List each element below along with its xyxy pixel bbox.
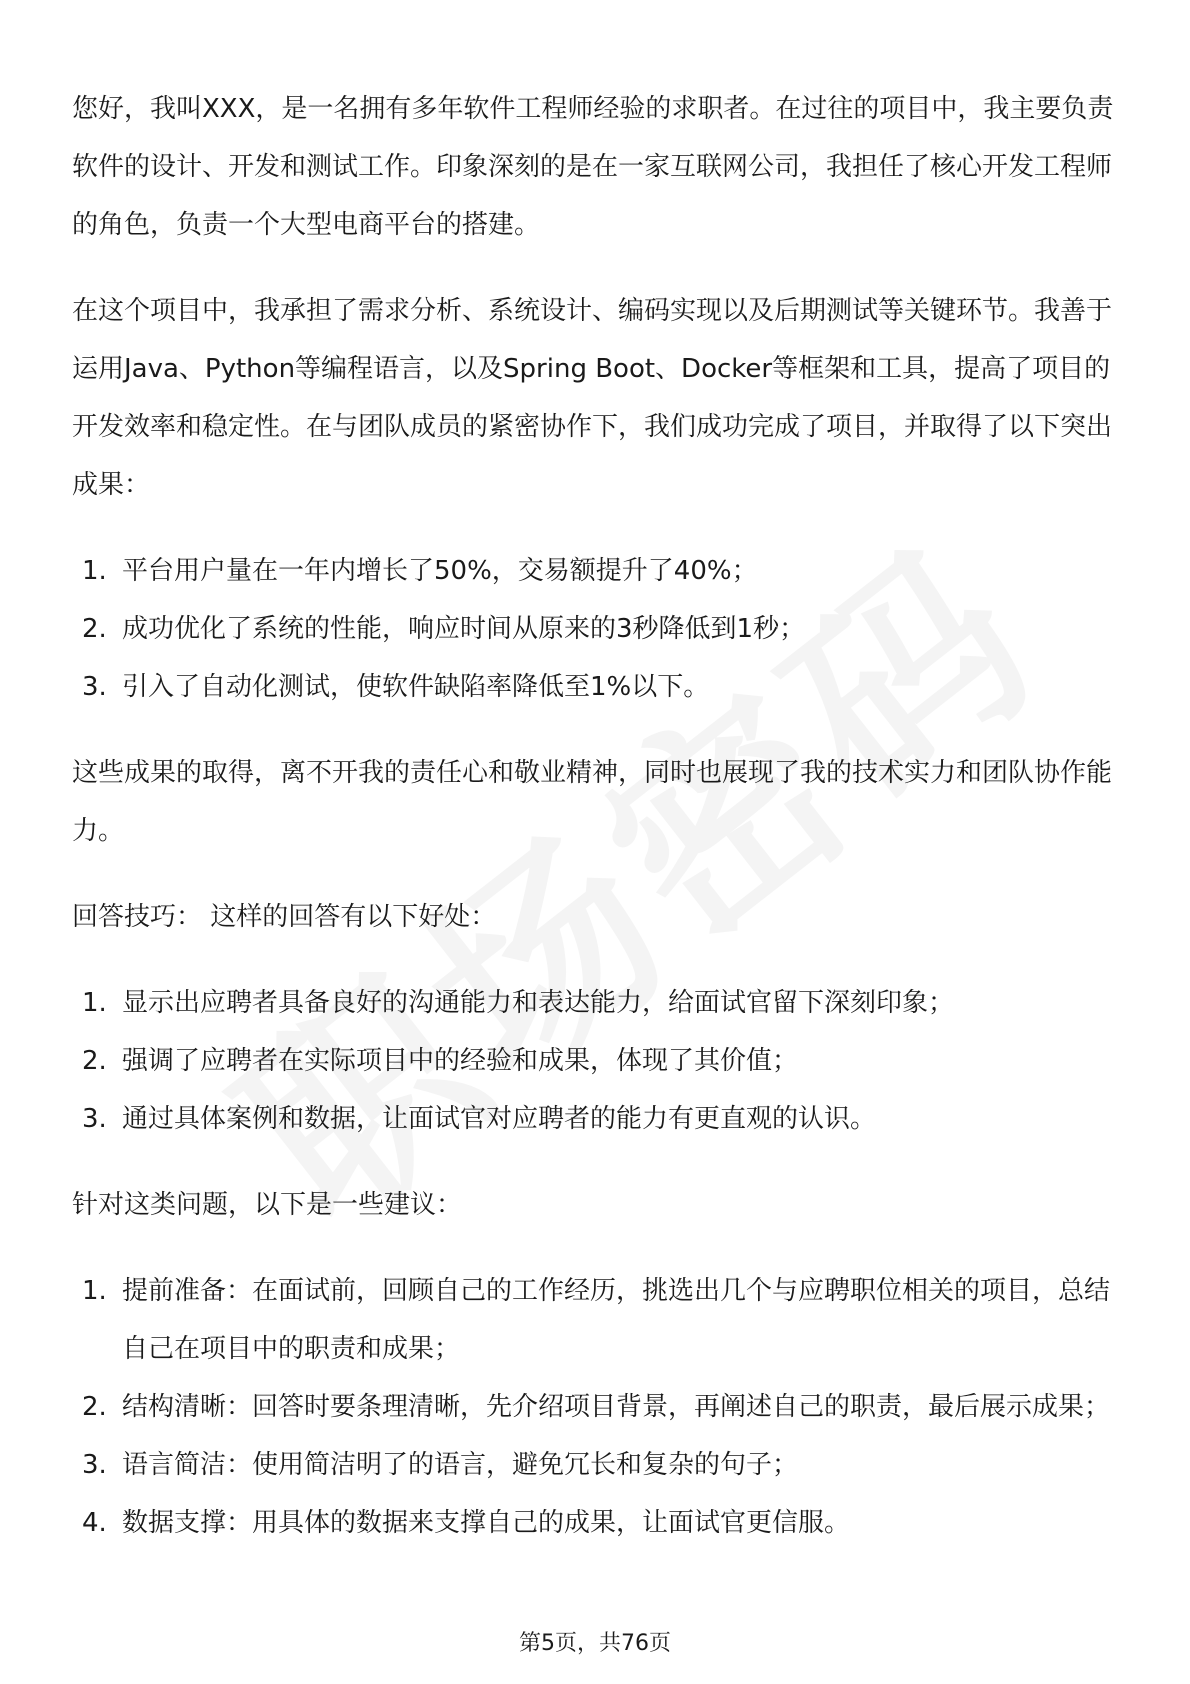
- list-text: 数据支撑：用具体的数据来支撑自己的成果，让面试官更信服。: [122, 1508, 851, 1538]
- list-item: [72, 1436, 1118, 1494]
- list-number: 1.: [82, 556, 107, 586]
- list-item: [72, 974, 1118, 1032]
- list-number: 3.: [82, 1104, 107, 1134]
- list-item: [72, 600, 1118, 658]
- list-text: 显示出应聘者具备良好的沟通能力和表达能力，给面试官留下深刻印象；: [122, 988, 955, 1018]
- list-number: 4.: [82, 1508, 107, 1538]
- list-number: 2.: [82, 1046, 107, 1076]
- list-text: 语言简洁：使用简洁明了的语言，避免冗长和复杂的句子；: [122, 1450, 799, 1480]
- list-number: 1.: [82, 988, 107, 1018]
- tips-list: [72, 974, 1118, 1148]
- list-item: [72, 542, 1118, 600]
- list-number: 2.: [82, 614, 107, 644]
- list-item: [72, 1090, 1118, 1148]
- list-number: 3.: [82, 1450, 107, 1480]
- list-item: [72, 1032, 1118, 1090]
- list-item: [72, 1262, 1118, 1378]
- list-item: [72, 1378, 1118, 1436]
- list-text: 成功优化了系统的性能，响应时间从原来的3秒降低到1秒；: [122, 614, 806, 644]
- list-text: 通过具体案例和数据，让面试官对应聘者的能力有更直观的认识。: [122, 1104, 877, 1134]
- list-number: 1.: [82, 1276, 107, 1306]
- list-item: [72, 658, 1118, 716]
- list-text: 提前准备：在面试前，回顾自己的工作经历，挑选出几个与应聘职位相关的项目，总结自己在项目中的职责和成果；: [122, 1276, 1111, 1364]
- page-content: [72, 80, 1118, 1580]
- page-number-footer: 第5页，共76页: [519, 1631, 671, 1656]
- list-number: 2.: [82, 1392, 107, 1422]
- list-text: 结构清晰：回答时要条理清晰，先介绍项目背景，再阐述自己的职责，最后展示成果；: [122, 1392, 1111, 1422]
- intro-paragraph-1: 您好，我叫XXX，是一名拥有多年软件工程师经验的求职者。在过往的项目中，我主要负责软件的设计、开发和测试工作。印象深刻的是在一家互联网公司，我担任了核心开发工程师的角色，负责一个大型电商平台的搭建。: [72, 94, 1114, 240]
- achievements-list: [72, 542, 1118, 716]
- summary-paragraph: 这些成果的取得，离不开我的责任心和敬业精神，同时也展现了我的技术实力和团队协作能力。: [72, 758, 1113, 846]
- list-text: 引入了自动化测试，使软件缺陷率降低至1%以下。: [122, 672, 710, 702]
- list-text: 强调了应聘者在实际项目中的经验和成果，体现了其价值；: [122, 1046, 799, 1076]
- list-number: 3.: [82, 672, 107, 702]
- list-item: [72, 1494, 1118, 1552]
- advice-heading: 针对这类问题，以下是一些建议：: [72, 1190, 463, 1220]
- list-text: 平台用户量在一年内增长了50%，交易额提升了40%；: [122, 556, 758, 586]
- advice-list: [72, 1262, 1118, 1552]
- intro-paragraph-2: 在这个项目中，我承担了需求分析、系统设计、编码实现以及后期测试等关键环节。我善于运用Java、Python等编程语言，以及Spring Boot、Docker等框架和工具，提高了项目的开发效率和稳定性。在与团队成员的紧密协作下，我们成功完成了项目，并取得了以下突出成果：: [72, 296, 1113, 500]
- tips-heading: 回答技巧： 这样的回答有以下好处：: [72, 902, 497, 932]
